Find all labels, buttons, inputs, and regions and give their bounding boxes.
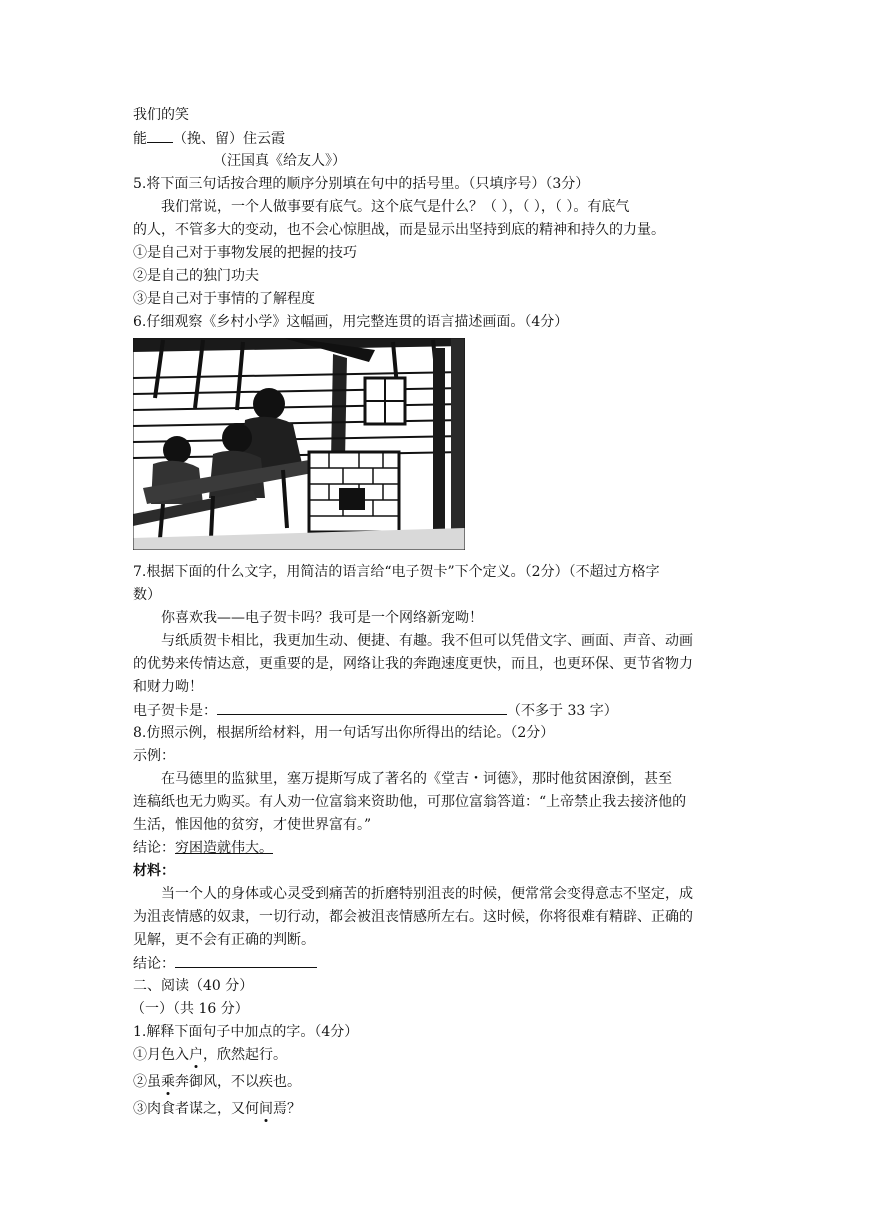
q8-example-conclusion: [133, 838, 273, 858]
q5-option-3: ③是自己对于事情的了解程度: [133, 291, 315, 307]
reading-q1-sentence-1: [133, 1045, 287, 1065]
sentence-2-part-b: 奔御风，不以疾也。: [175, 1074, 301, 1090]
q6-title: 6.仔细观察《乡村小学》这幅画，用完整连贯的语言描述画面。（4分）: [133, 314, 569, 330]
sentence-3-part-b: 焉？: [273, 1101, 301, 1117]
poem-line-2-pre: 能: [133, 131, 147, 147]
q8-example-line-1: 在马德里的监狱里，塞万提斯写成了著名的《堂吉・诃德》，那时他贫困潦倒，甚至: [161, 771, 672, 787]
q5-option-2: ②是自己的独门功夫: [133, 268, 259, 284]
fill-blank[interactable]: [147, 128, 173, 143]
section-2-title: 二、阅读（40 分）: [133, 978, 254, 994]
q8-material-line-3: 见解，更不会有正确的判断。: [133, 932, 315, 948]
q7-answer-label: 电子贺卡是：: [133, 703, 217, 719]
q5-title: 5.将下面三句话按合理的顺序分别填在句中的括号里。（只填序号）（3分）: [133, 176, 590, 192]
q8-conclusion-example: 穷困造就伟大。: [175, 840, 273, 856]
q7-paragraph-1: 你喜欢我——电子贺卡吗？我可是一个网络新宠呦！: [161, 610, 483, 626]
sentence-2-dotted-char: 乘: [161, 1074, 175, 1090]
sentence-1-dotted-char: 户: [189, 1047, 203, 1063]
sentence-3-part-a: ③肉食者谋之，又何: [133, 1101, 259, 1117]
q8-material-line-1: 当一个人的身体或心灵受到痛苦的折磨特别沮丧的时候，便常常会变得意志不坚定，成: [161, 886, 693, 902]
q8-conclusion2-label: 结论：: [133, 956, 175, 972]
q5-option-1: ①是自己对于事物发展的把握的技巧: [133, 245, 357, 261]
q8-answer-blank[interactable]: [175, 953, 317, 968]
section-2-sub-1: （一）（共 16 分）: [131, 1001, 249, 1017]
q8-example-line-3: 生活，惟因他的贫穷，才使世界富有。”: [133, 817, 372, 833]
poem-line-2-post: （挽、留）住云霞: [173, 131, 285, 147]
reading-q1-sentence-2: [133, 1072, 301, 1092]
q8-example-line-2: 连稿纸也无力购买。有人劝一位富翁来资助他，可那位富翁答道：“上帝禁止我去接济他的: [133, 794, 687, 810]
sentence-1-part-a: ①月色入: [133, 1047, 189, 1063]
q8-title: 8.仿照示例，根据所给材料，用一句话写出你所得出的结论。（2分）: [133, 725, 555, 741]
reading-q1-title: 1.解释下面句子中加点的字。（4分）: [133, 1024, 359, 1040]
q8-material-label: 材料：: [133, 863, 175, 879]
q7-answer-note: （不多于 33 字）: [507, 703, 618, 719]
poem-attribution: （汪国真《给友人》）: [213, 153, 346, 169]
q7-answer-row: [133, 700, 618, 721]
q7-paragraph-2-line-1: 与纸质贺卡相比，我更加生动、便捷、有趣。我不但可以凭借文字、画面、声音、动画: [161, 633, 693, 649]
sentence-2-part-a: ②虽: [133, 1074, 161, 1090]
q8-answer-row: [133, 953, 317, 974]
poem-line-1: 我们的笑: [133, 107, 189, 123]
q7-title-line-2: 数）: [133, 587, 161, 603]
q8-conclusion-label: 结论：: [133, 840, 175, 856]
q5-para-line-2: 的人，不管多大的变动，也不会心惊胆战，而是显示出坚持到底的精神和持久的力量。: [133, 222, 665, 238]
sentence-1-part-b: ，欣然起行。: [203, 1047, 287, 1063]
rural-school-illustration: [133, 338, 465, 550]
q7-title-line-1: 7.根据下面的什么文字，用简洁的语言给“电子贺卡”下个定义。（2分）（不超过方格字: [133, 564, 660, 580]
q5-para-line-1: 我们常说，一个人做事要有底气。这个底气是什么？（ ），（ ），（ ）。有底气: [161, 199, 630, 215]
q8-material-line-2: 为沮丧情感的奴隶，一切行动，都会被沮丧情感所左右。这时候，你将很难有精辟、正确的: [133, 909, 693, 925]
q7-paragraph-2-line-3: 和财力呦！: [133, 679, 203, 695]
q7-paragraph-2-line-2: 的优势来传情达意，更重要的是，网络让我的奔跑速度更快，而且，也更环保、更节省物力: [133, 656, 693, 672]
reading-q1-sentence-3: [133, 1099, 301, 1119]
sentence-3-dotted-char: 间: [259, 1101, 273, 1117]
poem-line-2: [133, 128, 285, 149]
q7-answer-blank[interactable]: [217, 700, 507, 715]
q8-example-label: 示例：: [133, 748, 175, 764]
